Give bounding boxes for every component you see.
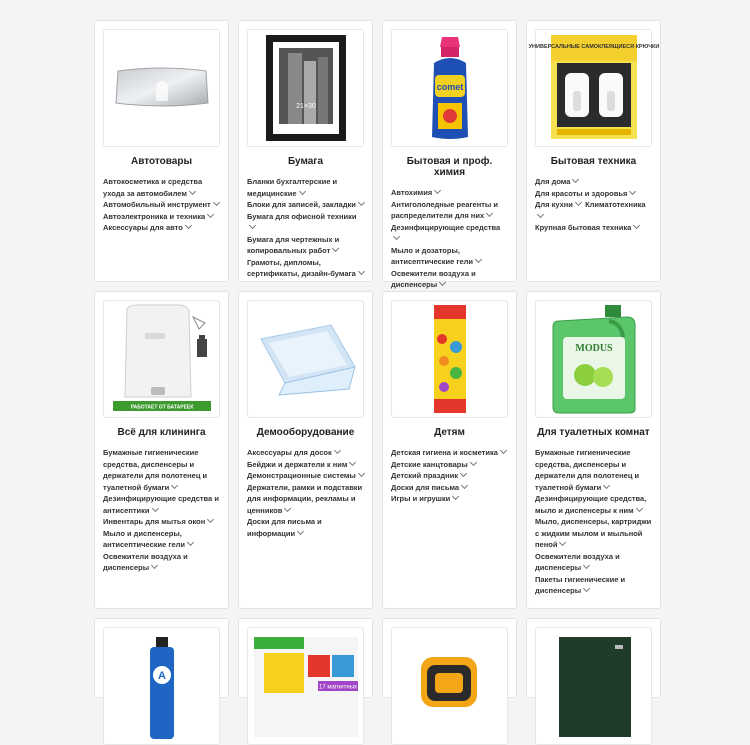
- subcategory-list: [103, 176, 220, 234]
- chevron-down-icon[interactable]: [171, 481, 178, 488]
- subcategory-list: [535, 447, 652, 597]
- subcategory-link[interactable]: Бумага для офисной техники: [247, 211, 364, 234]
- toy-box-image: [250, 631, 362, 741]
- chevron-down-icon[interactable]: [486, 210, 493, 217]
- subcategory-list: [535, 176, 652, 234]
- category-card[interactable]: [526, 291, 661, 609]
- category-title[interactable]: Всё для клининга: [117, 427, 206, 438]
- svg-text:21×30: 21×30: [295, 103, 316, 110]
- subcategory-link[interactable]: Автокосметика и средства ухода за автомобилем: [103, 177, 203, 198]
- chevron-down-icon[interactable]: [249, 222, 256, 229]
- chevron-down-icon[interactable]: [575, 199, 582, 206]
- chevron-down-icon[interactable]: [358, 268, 365, 275]
- category-image-box[interactable]: [103, 300, 220, 418]
- chevron-down-icon[interactable]: [629, 187, 636, 194]
- category-image-box[interactable]: [391, 29, 508, 147]
- category-image-box[interactable]: [103, 29, 220, 147]
- svg-text:A: A: [157, 670, 166, 682]
- category-title[interactable]: Бумага: [287, 156, 324, 167]
- soap-dispenser-image: [107, 303, 217, 415]
- subcategory-link[interactable]: Доски для письма: [391, 482, 508, 494]
- category-card[interactable]: [238, 291, 373, 609]
- category-image-box[interactable]: [391, 627, 508, 745]
- chevron-down-icon[interactable]: [559, 539, 566, 546]
- subcategory-link[interactable]: Освежители воздуха и диспенсеры: [103, 551, 188, 572]
- subcategory-link[interactable]: Игры и игрушки: [391, 493, 508, 505]
- chevron-down-icon[interactable]: [349, 458, 356, 465]
- subcategory-list: [247, 447, 364, 539]
- category-title[interactable]: Бытовая техника: [550, 156, 637, 167]
- chevron-down-icon[interactable]: [603, 481, 610, 488]
- tape-measure-image: [405, 631, 495, 741]
- spray-can-image: [142, 631, 182, 741]
- subcategory-link[interactable]: Для красоты и здоровья: [535, 188, 652, 200]
- chevron-down-icon[interactable]: [452, 493, 459, 500]
- category-card[interactable]: [526, 618, 661, 698]
- category-image-box[interactable]: [528, 29, 659, 147]
- svg-text:MODUS: MODUS: [574, 343, 613, 354]
- subcategory-link[interactable]: Бумага для чертежных и копировальных работ: [247, 234, 340, 255]
- subcategory-link[interactable]: Крупная бытовая техника: [535, 222, 652, 234]
- chevron-down-icon[interactable]: [334, 447, 341, 454]
- chevron-down-icon[interactable]: [213, 199, 220, 206]
- chevron-down-icon[interactable]: [470, 458, 477, 465]
- acrylic-stand-image: [251, 319, 361, 399]
- chevron-down-icon[interactable]: [207, 516, 214, 523]
- chevron-down-icon[interactable]: [299, 187, 306, 194]
- subcategory-link[interactable]: Дезинфицирующие средства: [391, 222, 508, 245]
- chevron-down-icon[interactable]: [358, 199, 365, 206]
- subcategory-link[interactable]: Блоки для записей, закладки: [247, 199, 364, 211]
- dark-folder-image: [549, 631, 639, 741]
- category-image-box[interactable]: [535, 300, 652, 418]
- chevron-down-icon[interactable]: [475, 256, 482, 263]
- category-card[interactable]: [238, 20, 373, 282]
- category-title[interactable]: Для туалетных комнат: [537, 427, 650, 438]
- subcategory-link[interactable]: Мыло, диспенсеры, картриджи с жидким мылом и мыльной пеной: [535, 517, 652, 549]
- subcategory-link[interactable]: Для дома: [535, 176, 652, 188]
- subcategory-link[interactable]: Освежители воздуха и диспенсеры: [391, 268, 476, 289]
- subcategory-list: [391, 447, 508, 505]
- category-image-box[interactable]: [391, 300, 508, 418]
- subcategory-link[interactable]: Детские канцтовары: [391, 459, 508, 471]
- chevron-down-icon[interactable]: [633, 222, 640, 229]
- subcategory-link[interactable]: Мыло и дозаторы, антисептические гели: [391, 245, 508, 268]
- category-card[interactable]: [94, 618, 229, 698]
- category-card[interactable]: [94, 20, 229, 282]
- category-image-box[interactable]: [535, 627, 652, 745]
- framed-photo-image: [264, 33, 348, 143]
- subcategory-link[interactable]: Аксессуары для авто: [103, 222, 220, 234]
- svg-text:УНИВЕРСАЛЬНЫЕ САМОКЛЕЯЩИЕСЯ КР: УНИВЕРСАЛЬНЫЕ САМОКЛЕЯЩИЕСЯ КРЮЧКИ: [528, 44, 659, 50]
- chevron-down-icon[interactable]: [151, 562, 158, 569]
- subcategory-link[interactable]: Мыло и диспенсеры, антисептические гели: [103, 528, 220, 551]
- chevron-down-icon[interactable]: [332, 245, 339, 252]
- category-card[interactable]: [526, 20, 661, 282]
- chevron-down-icon[interactable]: [207, 210, 214, 217]
- category-image-box[interactable]: [247, 29, 364, 147]
- category-image-box[interactable]: [103, 627, 220, 745]
- subcategory-list: [391, 187, 508, 291]
- subcategory-link[interactable]: Антигололедные реагенты и распределители для них: [391, 199, 499, 220]
- subcategory-link[interactable]: Инвентарь для мытья окон: [103, 516, 220, 528]
- subcategory-link[interactable]: Пакеты гигиенические и диспенсеры: [535, 574, 626, 595]
- chevron-down-icon[interactable]: [151, 504, 158, 511]
- subcategory-link[interactable]: Демонстрационные системы: [247, 470, 364, 482]
- liquid-soap-canister-image: [549, 303, 639, 415]
- subcategory-link[interactable]: Автоэлектроника и техника: [103, 211, 220, 223]
- subcategory-link[interactable]: Грамоты, дипломы, сертификаты, дизайн-бумага: [247, 257, 364, 280]
- subcategory-link[interactable]: Автомобильный инструмент: [103, 199, 220, 211]
- colored-pencils-image: [430, 303, 470, 415]
- chevron-down-icon[interactable]: [500, 447, 507, 454]
- chevron-down-icon[interactable]: [439, 279, 446, 286]
- subcategory-link[interactable]: Освежители воздуха и диспенсеры: [535, 551, 620, 572]
- chevron-down-icon[interactable]: [461, 481, 468, 488]
- chevron-down-icon[interactable]: [187, 539, 194, 546]
- category-image-box[interactable]: [247, 627, 364, 745]
- chevron-down-icon[interactable]: [537, 210, 544, 217]
- subcategory-link[interactable]: Детский праздник: [391, 470, 508, 482]
- chevron-down-icon[interactable]: [583, 585, 590, 592]
- subcategory-link[interactable]: Аксессуары для досок: [247, 447, 364, 459]
- subcategory-link[interactable]: Дезинфицирующие средства, мыло и диспенсеры к ним: [535, 494, 647, 515]
- category-grid: [94, 20, 661, 698]
- subcategory-link[interactable]: Для кухни Климатотехника: [535, 199, 652, 222]
- chevron-down-icon[interactable]: [297, 527, 304, 534]
- category-card[interactable]: [382, 618, 517, 698]
- chevron-down-icon[interactable]: [185, 222, 192, 229]
- wall-hooks-image: [528, 33, 659, 143]
- category-card[interactable]: [382, 291, 517, 609]
- cleaner-bottle-image: [420, 33, 480, 143]
- chevron-down-icon[interactable]: [636, 504, 643, 511]
- chevron-down-icon[interactable]: [583, 562, 590, 569]
- subcategory-list: [247, 176, 364, 280]
- subcategory-link[interactable]: Бейджи и держатели к ним: [247, 459, 364, 471]
- category-title[interactable]: Демооборудование: [256, 427, 355, 438]
- category-title[interactable]: Бытовая и проф. химия: [406, 156, 493, 178]
- svg-text:17 магнитных: 17 магнитных: [318, 684, 357, 691]
- category-title[interactable]: Детям: [434, 427, 465, 438]
- car-sunshade-image: [112, 63, 212, 113]
- category-card[interactable]: [238, 618, 373, 698]
- chevron-down-icon[interactable]: [572, 176, 579, 183]
- subcategory-link[interactable]: Бланки бухгалтерские и медицинские: [247, 177, 338, 198]
- subcategory-link[interactable]: Детская гигиена и косметика: [391, 447, 508, 459]
- subcategory-link[interactable]: Держатели, рамки и подставки для информации, рекламы и ценников: [247, 482, 363, 515]
- subcategory-link[interactable]: Дезинфицирующие средства и антисептики: [103, 494, 219, 515]
- subcategory-link[interactable]: Бумажные гигиенические средства, диспенсеры и держатели для полотенец и туалетной бумаги: [103, 448, 208, 492]
- chevron-down-icon[interactable]: [434, 187, 441, 194]
- subcategory-link[interactable]: Доски для письма и информации: [247, 517, 322, 538]
- svg-text:РАБОТАЕТ ОТ БАТАРЕЕК: РАБОТАЕТ ОТ БАТАРЕЕК: [130, 404, 193, 411]
- category-card[interactable]: [382, 20, 517, 289]
- subcategory-list: [103, 447, 220, 574]
- category-image-box[interactable]: [247, 300, 364, 418]
- chevron-down-icon[interactable]: [393, 233, 400, 240]
- subcategory-link[interactable]: Автохимия: [391, 187, 508, 199]
- chevron-down-icon[interactable]: [189, 187, 196, 194]
- svg-text:comet: comet: [436, 82, 463, 92]
- chevron-down-icon[interactable]: [460, 470, 467, 477]
- chevron-down-icon[interactable]: [358, 470, 365, 477]
- category-title[interactable]: Автотовары: [131, 156, 192, 167]
- category-card[interactable]: [94, 291, 229, 609]
- subcategory-link[interactable]: Бумажные гигиенические средства, диспенсеры и держатели для полотенец и туалетной бумаги: [535, 448, 640, 492]
- chevron-down-icon[interactable]: [284, 504, 291, 511]
